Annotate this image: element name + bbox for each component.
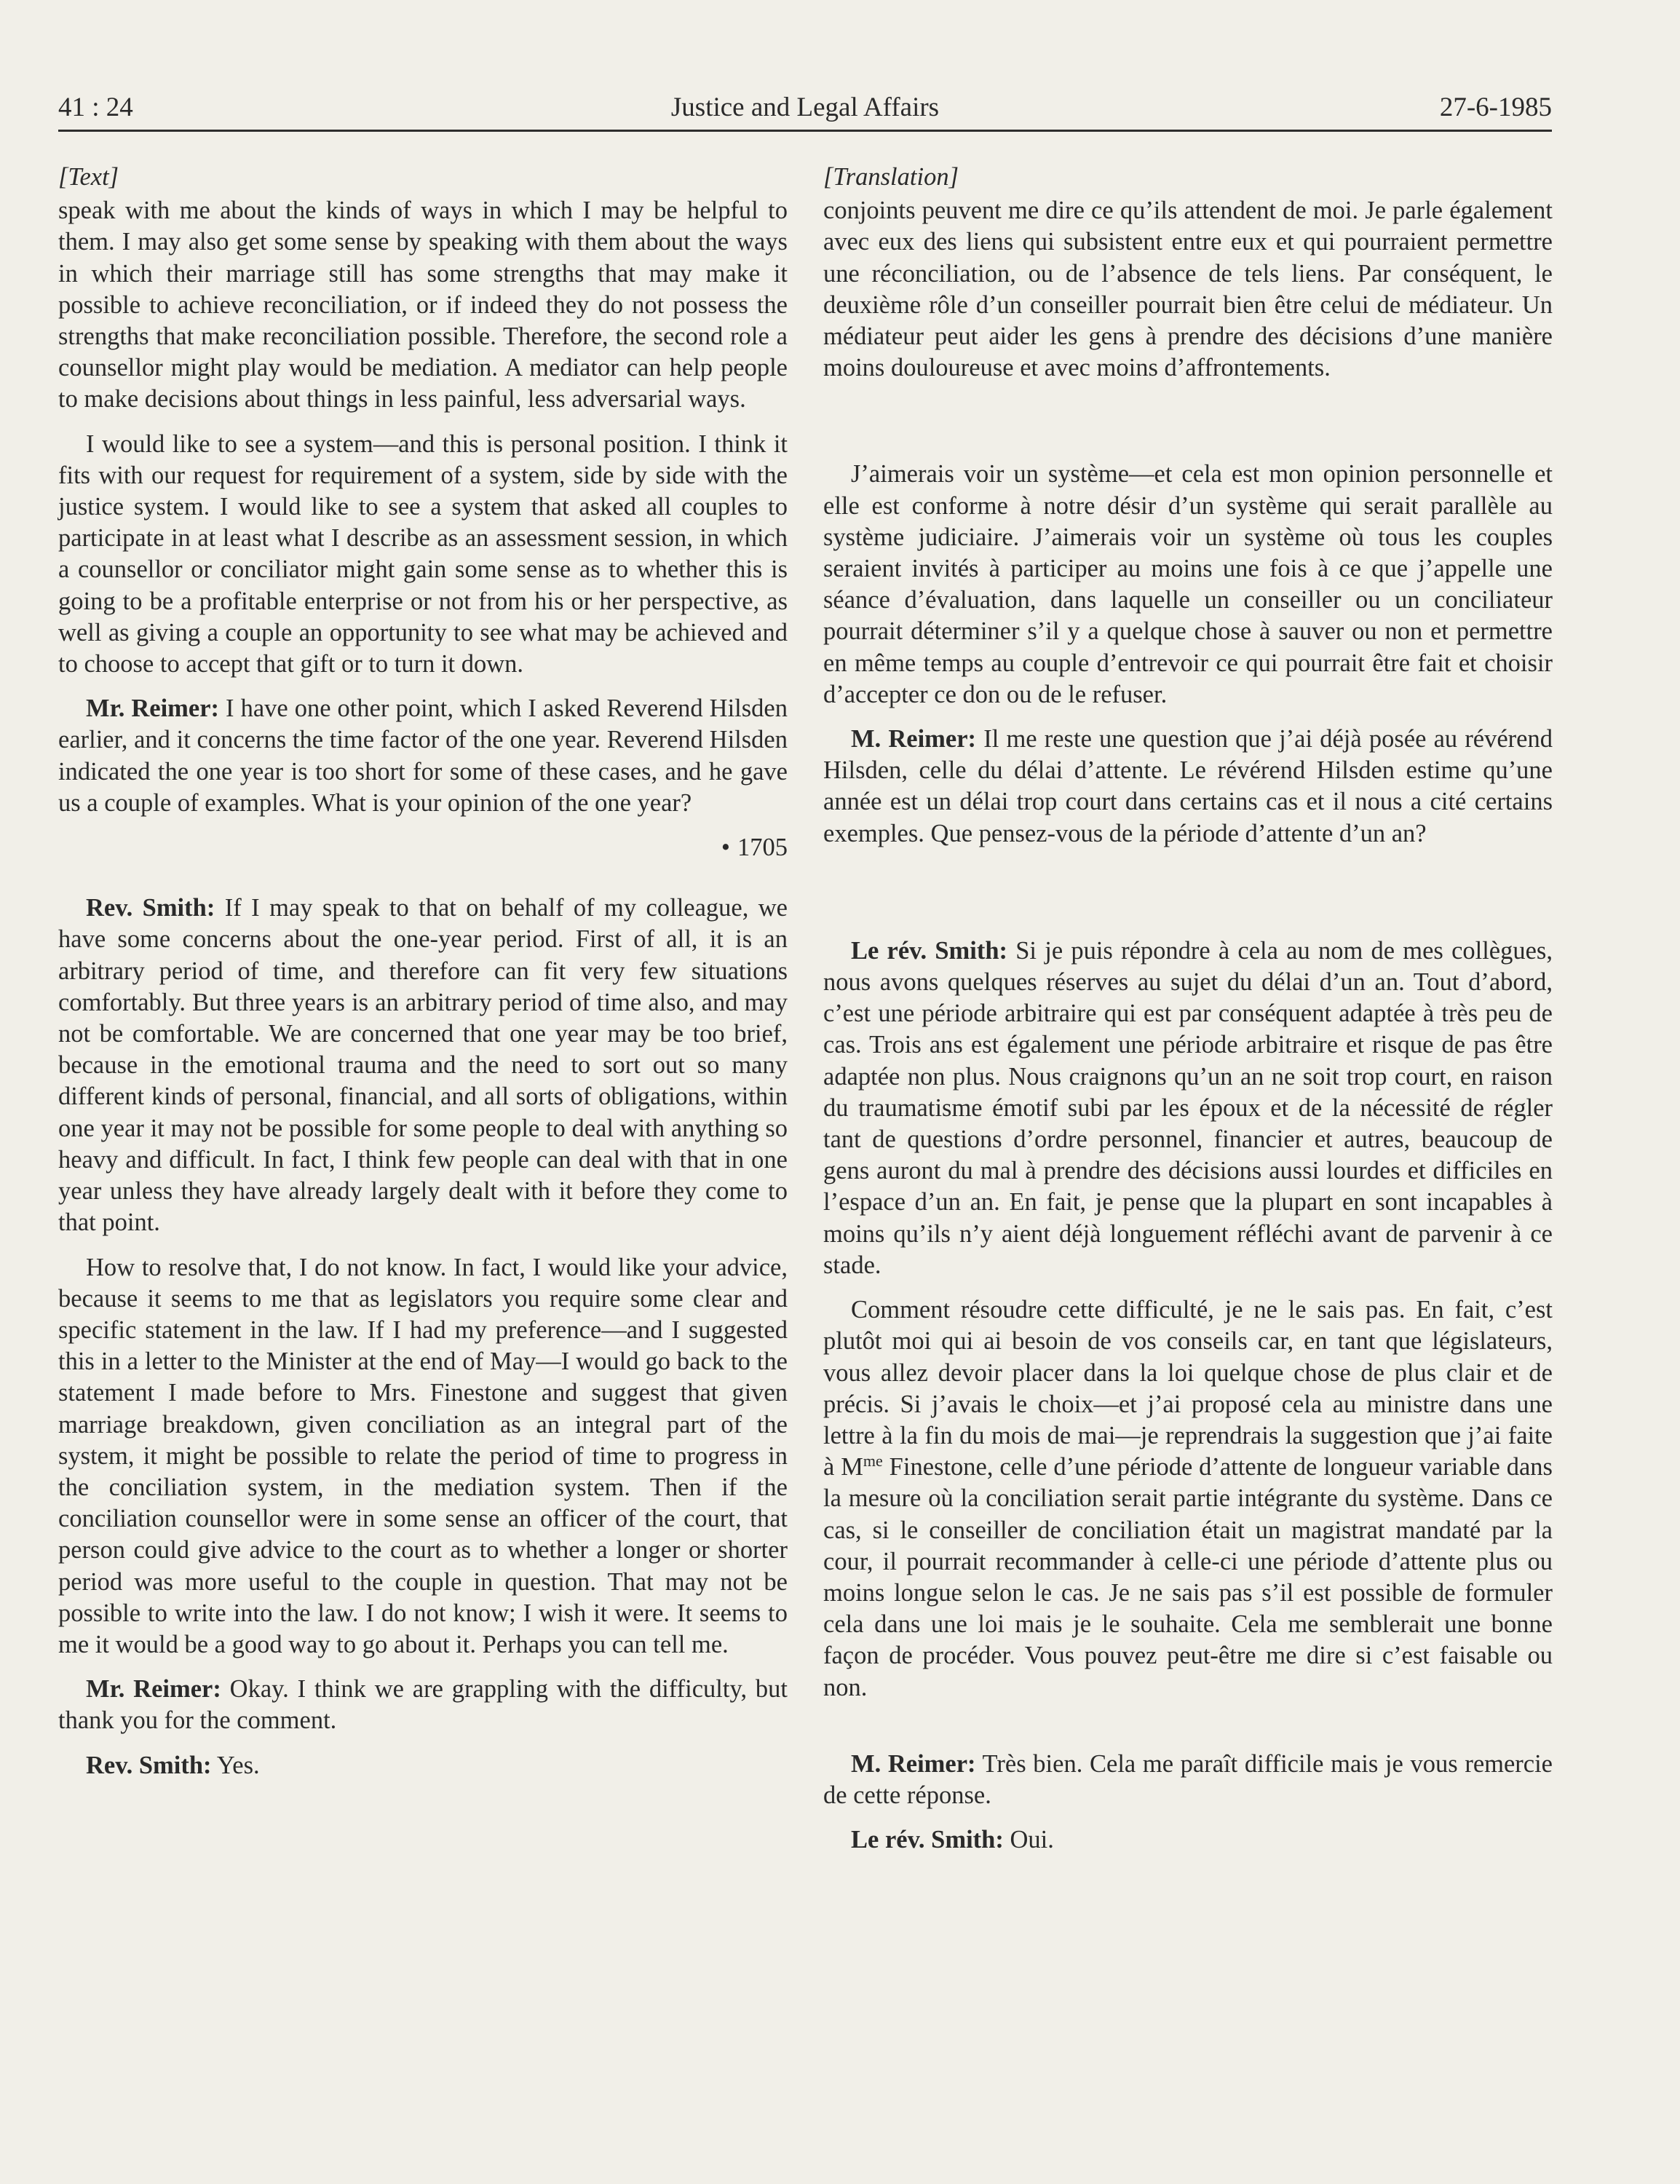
time-marker-value: 1705 <box>737 834 788 862</box>
column-label-translation: [Translation] <box>823 163 959 191</box>
bullet-icon: • <box>721 834 730 862</box>
paragraph: J’aimerais voir un système—et cela est mon opinion personnelle et elle est conforme à notre désir d’un système qui serait parallèle au système judiciaire. J’aimerais voir un système où tous les couples seraient invités à participer au moins une fois à ce que j’appelle une séance d’évaluation, dans laquelle un conseiller ou un conciliateur pourrait déterminer s’il y a quelque chose à sauver ou non et permettre en même temps au couple d’entrevoir ce qui pourrait être fait et choisir d’accepter ce don ou de le refuser. <box>823 460 1553 708</box>
speaker-name: Rev. Smith: <box>86 1751 212 1779</box>
speaker-paragraph <box>58 693 788 819</box>
speech-text: Si je puis répondre à cela au nom de mes collègues, nous avons quelques réserves au sujet du délai d’un an. Tout d’abord, c’est une période arbitraire qui est par conséquent adaptée à très peu de cas. Trois ans est également une période arbitraire et risque de pas être adaptée non plus. Nous craignons qu’un an ne soit trop court, en raison du traumatisme émotif subi par les époux et de la nécessité de régler tant de questions d’ordre personnel, financier et autres, beaucoup de gens auront du mal à prendre des décisions aussi lourdes et difficiles en l’espace d’un an. En fait, je pense que la plupart en sont incapables à moins qu’ils n’y aient déjà longuement réfléchi avant de parvenir à ce stade. <box>823 936 1553 1279</box>
speaker-paragraph <box>58 1674 788 1736</box>
english-column <box>58 162 788 1781</box>
paragraph: speak with me about the kinds of ways in which I may be helpful to them. I may also get some sense by speaking with them about the ways in which their marriage still has some strengths that may make it possible to achieve reconciliation, or if indeed they do not possess the strengths that make reconciliation possible. Therefore, the second role a counsellor might play would be mediation. A mediator can help people to make decisions about things in less painful, less adversarial ways. <box>58 197 788 414</box>
speech-text: Okay. I think we are grappling with the difficulty, but thank you for the comment. <box>58 1675 788 1735</box>
speaker-paragraph <box>823 935 1553 1281</box>
page-reference: 41 : 24 <box>58 92 133 122</box>
page-date: 27-6-1985 <box>1439 92 1552 122</box>
speaker-paragraph <box>58 1750 788 1781</box>
speaker-name: M. Reimer: <box>851 1749 976 1778</box>
page-title: Justice and Legal Affairs <box>670 92 940 122</box>
speaker-name: M. Reimer: <box>851 725 977 753</box>
french-column <box>823 162 1553 1856</box>
paragraph-text: Finestone, celle d’une période d’attente de longueur variable dans la mesure où la conciliation serait partie intégrante du système. Dans ce cas, si le conseiller de conciliation était un magistrat mandaté par la cour, il pourrait recommander à celle-ci une période d’attente plus ou moins longue selon le cas. Je ne sais pas s’il est possible de formuler cela dans une loi mais je le souhaite. Cela me semblerait une bonne façon de procéder. Vous pouvez peut-être me dire si c’est faisable ou non. <box>823 1453 1553 1701</box>
paragraph: conjoints peuvent me dire ce qu’ils attendent de moi. Je parle également avec eux des liens qui subsistent entre eux et qui pourraient permettre une réconciliation, ou de l’absence de tels liens. Par conséquent, le deuxième rôle d’un conseiller pourrait bien être celui de médiateur. Un médiateur peut aider les gens à prendre des décisions d’une manière moins douloureuse et avec moins d’affrontements. <box>823 197 1553 382</box>
speaker-paragraph <box>58 893 788 1238</box>
speaker-name: Le rév. Smith: <box>851 1826 1004 1854</box>
speech-text: If I may speak to that on behalf of my colleague, we have some concerns about the one-year period. First of all, it is an arbitrary period of time, and therefore can fit very few situations comfortably. But three years is an arbitrary period of time also, and may not be comfortable. We are concerned that one year may be too brief, because in the emotional trauma and the need to sort out so many different kinds of personal, financial, and all sorts of obligations, within one year it may not be possible for some people to deal with anything so heavy and difficult. In fact, I think few people can deal with that in one year unless they have already largely dealt with it before they come to that point. <box>58 894 788 1237</box>
speaker-paragraph <box>823 1749 1553 1811</box>
speaker-name: Le rév. Smith: <box>851 936 1008 965</box>
page-header <box>58 86 1552 132</box>
paragraph <box>823 1294 1553 1704</box>
superscript-abbrev: me <box>863 1452 883 1471</box>
speaker-name: Rev. Smith: <box>86 894 215 922</box>
speech-text: Très bien. Cela me paraît difficile mais je vous remercie de cette réponse. <box>823 1749 1553 1809</box>
column-label-text: [Text] <box>58 163 119 191</box>
speaker-paragraph <box>823 1824 1553 1856</box>
paragraph-text: Comment résoudre cette difficulté, je ne le sais pas. En fait, c’est plutôt moi qui ai besoin de vos conseils car, en tant que législateurs, vous allez devoir placer dans la loi quelque chose de plus clair et de précis. Si j’avais le choix—et j’ai proposé cela au ministre dans une lettre à la fin du mois de mai—je reprendrais la suggestion que j’ai faite à M <box>823 1296 1553 1481</box>
time-marker <box>58 832 788 863</box>
paragraph: How to resolve that, I do not know. In fact, I would like your advice, because it seems to me that as legislators you require some clear and specific statement in the law. If I had my preference—and I suggested this in a letter to the Minister at the end of May—I would go back to the statement I made before to Mrs. Finestone and suggest that given marriage breakdown, given conciliation as an integral part of the system, it might be possible to relate the period of time to progress in the conciliation system, in the mediation system. Then if the conciliation counsellor were in some sense an officer of the court, that person could give advice to the court as to whether a longer or shorter period was more useful to the couple in question. That may not be possible to write into the law. I do not know; I wish it were. It seems to me it would be a good way to go about it. Perhaps you can tell me. <box>58 1253 788 1658</box>
speaker-name: Mr. Reimer: <box>86 695 220 723</box>
speaker-paragraph <box>823 724 1553 850</box>
speech-text: Oui. <box>1003 1826 1054 1854</box>
speech-text: Yes. <box>211 1751 260 1779</box>
speech-text: I have one other point, which I asked Reverend Hilsden earlier, and it concerns the time factor of the one year. Reverend Hilsden indicated the one year is too short for some of these cases, and he gave us a couple of examples. What is your opinion of the one year? <box>58 695 788 817</box>
speech-text: Il me reste une question que j’ai déjà posée au révérend Hilsden, celle du délai d’attente. Le révérend Hilsden estime qu’une année est un délai trop court dans certains cas et il nous a cité certains exemples. Que pensez-vous de la période d’attente d’un an? <box>823 725 1553 847</box>
paragraph: I would like to see a system—and this is personal position. I think it fits with our request for requirement of a system, side by side with the justice system. I would like to see a system that asked all couples to participate in at least what I describe as an assessment session, in which a counsellor or conciliator might gain some sense as to whether this is going to be a profitable enterprise or not from his or her perspective, as well as giving a couple an opportunity to see what may be achieved and to choose to accept that gift or to turn it down. <box>58 430 788 678</box>
speaker-name: Mr. Reimer: <box>86 1675 221 1704</box>
